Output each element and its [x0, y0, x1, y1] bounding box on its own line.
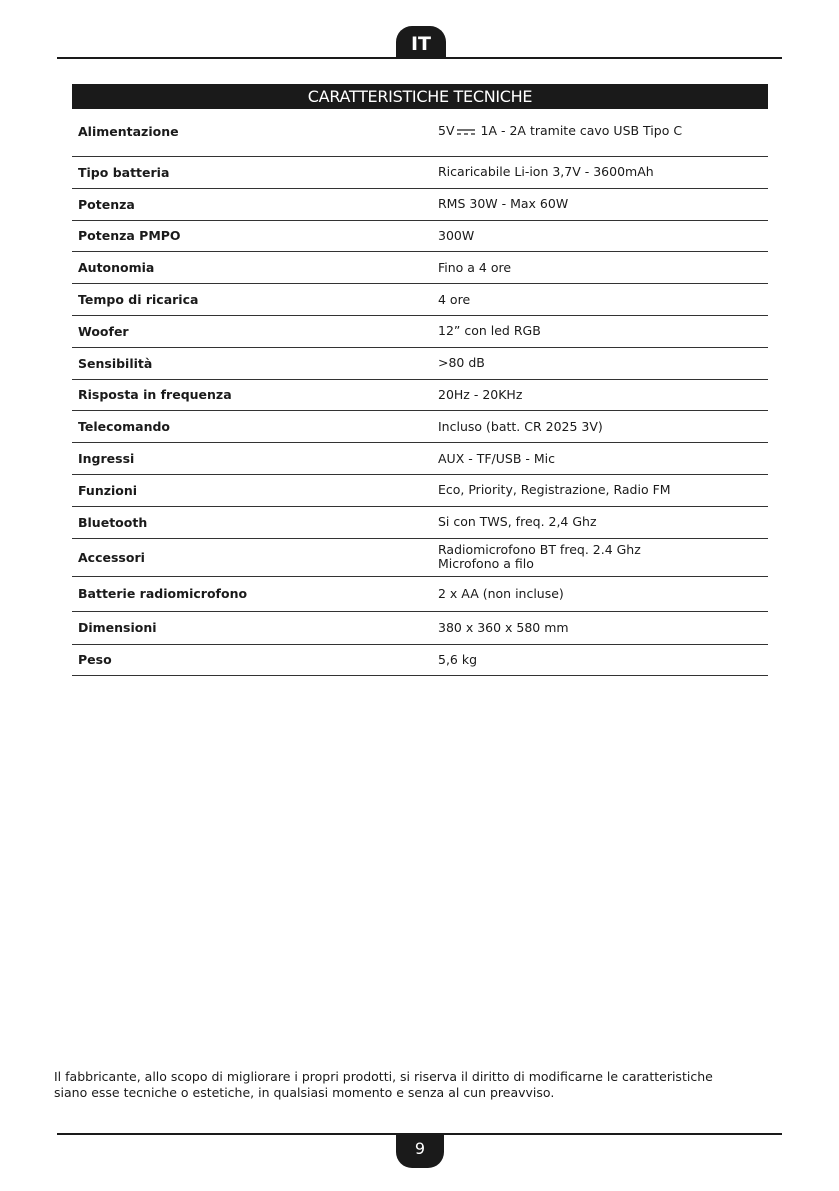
spec-row-potenza — [72, 189, 768, 221]
spec-row-tempo-ricarica — [72, 284, 768, 316]
spec-label: Woofer — [78, 323, 129, 339]
spec-row-peso — [72, 645, 768, 677]
spec-value: AUX - TF/USB - Mic — [438, 450, 556, 466]
spec-value-prefix: 5V — [438, 123, 455, 138]
spec-value: RMS 30W - Max 60W — [438, 196, 569, 212]
spec-row-funzioni — [72, 475, 768, 507]
spec-row-accessori — [72, 539, 768, 577]
spec-row-risposta-frequenza — [72, 380, 768, 412]
spec-value: 2 x AA (non incluse) — [438, 585, 564, 601]
spec-label: Ingressi — [78, 451, 135, 467]
spec-value-text: 1A - 2A tramite cavo USB Tipo C — [480, 123, 683, 138]
spec-label: Dimensioni — [78, 620, 157, 636]
spec-label: Accessori — [78, 549, 145, 565]
language-badge: IT — [396, 26, 446, 59]
spec-label: Bluetooth — [78, 514, 148, 530]
spec-row-telecomando — [72, 411, 768, 443]
disclaimer-line: siano esse tecniche o estetiche, in qualsiasi momento e senza al cun preavviso. — [54, 1085, 555, 1100]
page-number: 9 — [396, 1134, 444, 1168]
spec-row-dimensioni — [72, 612, 768, 645]
spec-label: Potenza PMPO — [78, 228, 181, 244]
spec-label: Sensibilità — [78, 355, 153, 371]
spec-value: >80 dB — [438, 355, 485, 371]
spec-value: 4 ore — [438, 291, 471, 307]
spec-value: Si con TWS, freq. 2,4 Ghz — [438, 514, 597, 530]
spec-label: Batterie radiomicrofono — [78, 586, 248, 602]
spec-value: 20Hz - 20KHz — [438, 386, 523, 402]
spec-value: Fino a 4 ore — [438, 259, 512, 275]
spec-row-ingressi — [72, 443, 768, 475]
spec-value: 5,6 kg — [438, 651, 478, 667]
spec-row-autonomia — [72, 252, 768, 284]
section-title: CARATTERISTICHE TECNICHE — [72, 84, 768, 109]
spec-value: 300W — [438, 227, 475, 243]
spec-value: 380 x 360 x 580 mm — [438, 619, 569, 635]
spec-label: Telecomando — [78, 419, 170, 435]
spec-row-potenza-pmpo — [72, 221, 768, 253]
spec-label: Autonomia — [78, 260, 155, 276]
spec-value — [432, 543, 768, 571]
spec-value: Eco, Priority, Registrazione, Radio FM — [438, 482, 671, 498]
spec-label: Alimentazione — [78, 124, 179, 139]
spec-label: Tipo batteria — [78, 164, 170, 180]
spec-row-bluetooth — [72, 507, 768, 539]
spec-value-line: Microfono a filo — [438, 556, 534, 572]
spec-table — [72, 109, 768, 676]
spec-value — [432, 124, 768, 138]
spec-row-batterie-radiomicrofono — [72, 577, 768, 612]
dc-symbol-icon — [457, 128, 475, 136]
spec-label: Funzioni — [78, 482, 138, 498]
spec-label: Risposta in frequenza — [78, 387, 232, 403]
spec-row-tipo-batteria — [72, 157, 768, 189]
spec-row-alimentazione — [72, 109, 768, 157]
spec-value: Ricaricabile Li-ion 3,7V - 3600mAh — [438, 164, 654, 180]
spec-value: 12” con led RGB — [438, 323, 541, 339]
disclaimer-note — [54, 1069, 774, 1101]
spec-value: Incluso (batt. CR 2025 3V) — [438, 418, 603, 434]
spec-value-line: Radiomicrofono BT freq. 2.4 Ghz — [438, 542, 641, 558]
spec-row-sensibilita — [72, 348, 768, 380]
disclaimer-line: Il fabbricante, allo scopo di migliorare i propri prodotti, si riserva il diritto di modificarne le caratteristiche — [54, 1069, 713, 1084]
spec-label: Peso — [78, 652, 112, 668]
spec-row-woofer — [72, 316, 768, 348]
spec-label: Tempo di ricarica — [78, 292, 199, 308]
spec-label: Potenza — [78, 196, 135, 212]
